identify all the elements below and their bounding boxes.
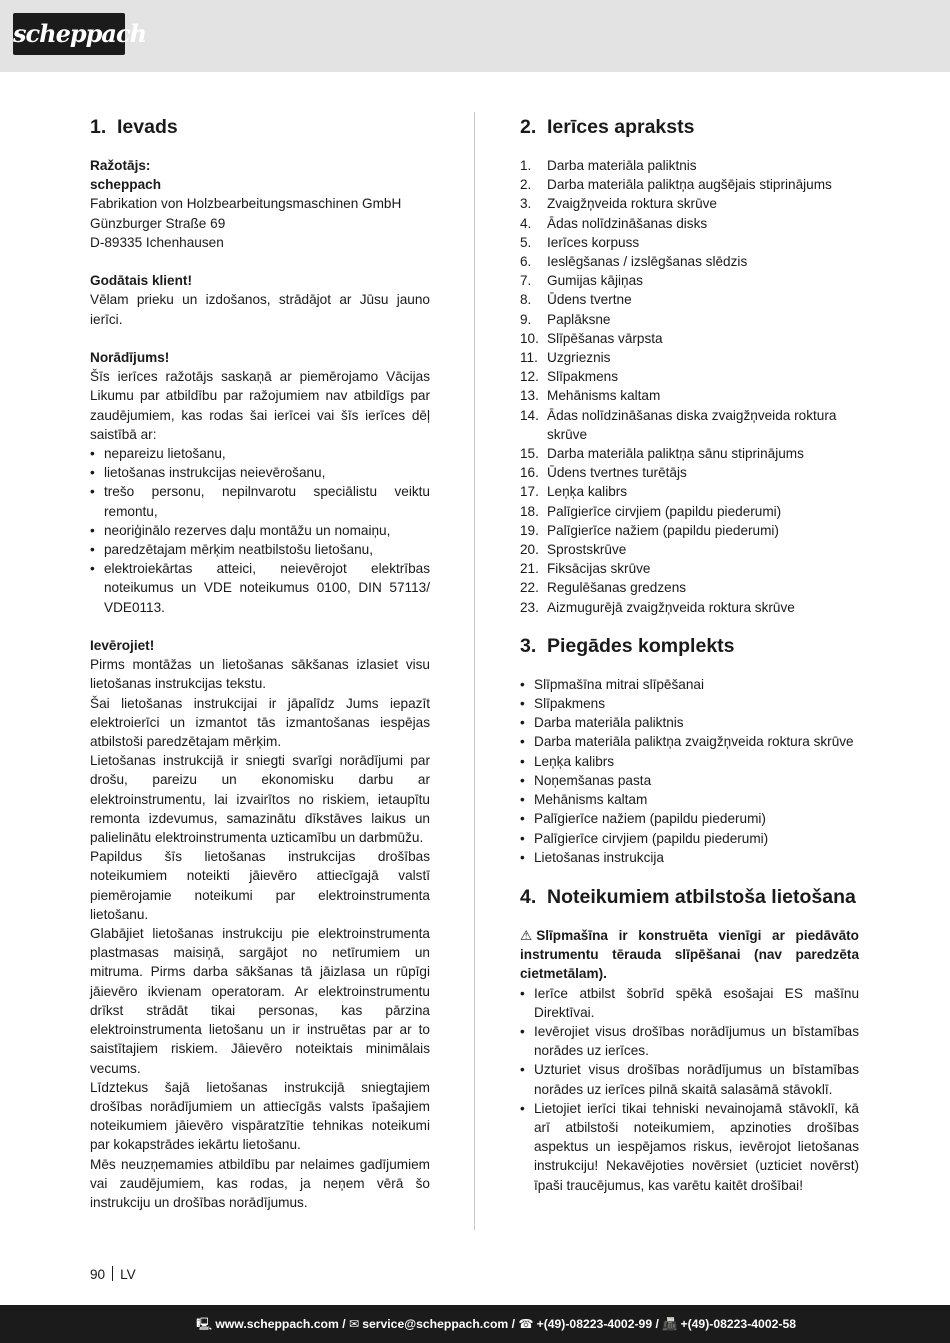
part-name: Ādas nolīdzināšanas disks [547, 215, 708, 231]
usage-list-item: • Lietojiet ierīci tikai tehniski nevainojamā stāvoklī, kā arī atbilstoši noteikumiem, apzinoties drošības aspektus un iespējamos riskus, ievērojot lietošanas instrukciju! Nekavējoties novērsiet (uzticiet novērst) īpaši traucējumus, kas varētu kaitēt drošībai! [520, 1099, 859, 1195]
part-number: 12. [520, 369, 539, 385]
part-number: 9. [520, 311, 532, 327]
warning-paragraph [520, 926, 859, 984]
part-number: 23. [520, 599, 539, 615]
part-name: Sprostskrūve [547, 542, 627, 558]
section-2-heading [520, 114, 859, 140]
note-list-item: • trešo personu, nepilnvarotu speciālistu veiktu remontu, [90, 482, 430, 520]
part-name: Ūdens tvertnes turētājs [547, 465, 687, 481]
usage-list [520, 984, 859, 1195]
part-number: 18. [520, 503, 539, 519]
mail-icon: ✉ [348, 1317, 360, 1331]
part-number: 19. [520, 522, 539, 538]
note-list-item: • nepareizu lietošanu, [90, 444, 430, 463]
part-number: 8. [520, 292, 532, 308]
note-list [90, 444, 430, 617]
part-number: 11. [520, 350, 538, 366]
warning-icon: ⚠ [520, 927, 533, 943]
part-number: 21. [520, 561, 539, 577]
section-4-number: 4. [520, 885, 537, 908]
section-4-title: Noteikumiem atbilstoša lietošana [547, 885, 856, 908]
delivery-list-item: • Slīpmašīna mitrai slīpēšanai [520, 675, 859, 694]
manufacturer-address-line: Fabrikation von Holzbearbeitungsmaschinen GmbH [90, 196, 402, 212]
part-number: 5. [520, 234, 532, 250]
parts-list-item [520, 521, 859, 540]
parts-list-item [520, 367, 859, 386]
section-3-number: 3. [520, 634, 537, 657]
parts-list-item [520, 444, 859, 463]
delivery-list-item: • Darba materiāla paliktņa zvaigžņveida roktura skrūve [520, 732, 859, 751]
usage-list-item: • Ierīce atbilst šobrīd spēkā esošajai ES mašīnu Direktīvai. [520, 984, 859, 1022]
parts-list-item [520, 463, 859, 482]
note-list-item: • lietošanas instrukcijas neievērošanu, [90, 463, 430, 482]
part-number: 20. [520, 542, 539, 558]
part-number: 22. [520, 580, 539, 596]
parts-list-item [520, 156, 859, 175]
fax-icon: 📠 [662, 1317, 678, 1331]
part-name: Fiksācijas skrūve [547, 561, 651, 577]
part-name: Zvaigžņveida roktura skrūve [547, 196, 717, 212]
part-name: Ādas nolīdzināšanas diska zvaigžņveida roktura skrūve [547, 407, 837, 442]
part-number: 7. [520, 273, 532, 289]
section-2-number: 2. [520, 116, 537, 138]
attention-label: Ievērojiet! [90, 638, 155, 654]
parts-list-item [520, 386, 859, 405]
greeting-text: Vēlam prieku un izdošanos, strādājot ar Jūsu jauno ierīci. [90, 292, 430, 327]
note-label: Norādījums! [90, 350, 170, 365]
attention-paragraph: Papildus šīs lietošanas instrukcijas drošības noteikumiem noteikti jāievēro attiecīgajā valstī piemērojamie noteikumi par elektroinstrumenta lietošanu. [90, 849, 430, 922]
column-divider [474, 112, 475, 1230]
email-link[interactable]: service@scheppach.com / [362, 1317, 515, 1331]
fax-number: +(49)-08223-4002-58 [680, 1317, 796, 1331]
parts-list-item [520, 348, 859, 367]
greeting-label: Godātais klient! [90, 273, 192, 289]
page-language: LV [120, 1267, 136, 1282]
delivery-list-item: • Slīpakmens [520, 694, 859, 713]
part-name: Gumijas kājiņas [547, 273, 643, 289]
part-number: 16. [520, 465, 539, 481]
attention-paragraph: Lietošanas instrukcijā ir sniegti svarīgi norādījumi par drošu, pareizu un ekonomisku darbu ar elektroinstrumentu, lai izvairītos no riskiem, ietaupītu remonta izdevumus, samazinātu dīkstāves laikus un palielinātu elektroinstrumenta uzticamību un darbmūžu. [90, 753, 430, 846]
delivery-list-item: • Noņemšanas pasta [520, 771, 859, 790]
delivery-list-item: • Palīgierīce cirvjiem (papildu piederumi) [520, 829, 859, 848]
phone-number: +(49)-08223-4002-99 / [536, 1317, 659, 1331]
left-column [90, 114, 430, 1212]
warning-text: Slīpmašīna ir konstruēta vienīgi ar piedāvāto instrumentu tērauda slīpēšanai (nav paredzēta cietmetālam). [520, 927, 859, 982]
parts-list-item [520, 559, 859, 578]
manufacturer-label: Ražotājs: [90, 158, 151, 173]
attention-paragraph: Šai lietošanas instrukcijai ir jāpalīdz Jums iepazīt elektroierīci un izmantot tās izmantošanas iespējas atbilstoši paredzētajam mērķim. [90, 695, 430, 750]
part-name: Uzgrieznis [547, 350, 611, 366]
parts-list-item [520, 578, 859, 597]
attention-paragraph: Glabājiet lietošanas instrukciju pie elektroinstrumenta plastmasas maisiņā, sargājot no netīrumiem un mitruma. Pirms darba sākšanas tā jāizlasa un rūpīgi jāievēro ikvienam operatoram. Ar elektroinstrumentu drīkst strādāt tikai personas, kas pārzina elektroinstrumenta lietošanu un ir instruētas par ar to saistītajiem riskiem. Jāievēro noteiktais minimālais vecums. [90, 926, 430, 1076]
part-name: Mehānisms kaltam [547, 388, 661, 404]
part-number: 1. [520, 158, 532, 173]
parts-list-item [520, 502, 859, 521]
part-name: Palīgierīce cirvjiem (papildu piederumi) [547, 503, 782, 519]
attention-paragraph: Mēs neuzņemamies atbildību par nelaimes gadījumiem vai zaudējumiem, kas rodas, ja neņem vērā šo instrukciju un drošības norādījumus. [90, 1156, 430, 1210]
part-name: Ieslēgšanas / izslēgšanas slēdzis [547, 254, 748, 270]
right-column [520, 114, 859, 1195]
usage-list-item: • Uzturiet visus drošības norādījumus un bīstamības norādes uz ierīces pilnā skaitā salasāmā stāvoklī. [520, 1060, 859, 1098]
part-number: 2. [520, 177, 532, 193]
manufacturer-name: scheppach [90, 177, 162, 193]
note-list-item: • neoriģinālo rezerves daļu montāžu un nomaiņu, [90, 521, 430, 540]
part-number: 3. [520, 196, 532, 212]
part-number: 15. [520, 446, 539, 462]
contact-line [196, 1305, 796, 1343]
part-number: 4. [520, 215, 532, 231]
part-name: Ūdens tvertne [547, 292, 632, 308]
note-list-item: • paredzētajam mērķim neatbilstošu lietošanu, [90, 540, 430, 559]
section-2-title: Ierīces apraksts [547, 116, 695, 138]
part-number: 14. [520, 407, 539, 423]
parts-list-item [520, 482, 859, 501]
parts-list-item [520, 252, 859, 271]
part-name: Darba materiāla paliktnis [547, 158, 697, 173]
parts-list [520, 156, 859, 617]
delivery-list-item: • Lietošanas instrukcija [520, 848, 859, 867]
page-number: 90 [90, 1267, 106, 1282]
attention-paragraph: Pirms montāžas un lietošanas sākšanas izlasiet visu lietošanas instrukcijas tekstu. [90, 657, 430, 692]
part-name: Ierīces korpuss [547, 234, 640, 250]
part-name: Darba materiāla paliktņa augšējais stiprinājums [547, 177, 832, 193]
phone-icon: ☎ [518, 1317, 534, 1331]
note-list-item: • elektroiekārtas atteici, neievērojot elektrības noteikumus un VDE noteikumus 0100, DIN 57113/ VDE0113. [90, 559, 430, 617]
part-number: 10. [520, 330, 539, 346]
parts-list-item [520, 271, 859, 290]
part-name: Regulēšanas gredzens [547, 580, 687, 596]
usage-list-item: • Ievērojiet visus drošības norādījumus un bīstamības norādes uz ierīces. [520, 1022, 859, 1060]
part-name: Leņķa kalibrs [547, 484, 628, 500]
computer-icon: 🖳 [196, 1317, 213, 1331]
section-4-heading [520, 884, 859, 910]
part-name: Aizmugurējā zvaigžņveida roktura skrūve [547, 599, 795, 615]
section-3-title: Piegādes komplekts [547, 634, 735, 657]
parts-list-item [520, 175, 859, 194]
attention-paragraph: Līdztekus šajā lietošanas instrukcijā sniegtajiem drošības norādījumiem un attiecīgās valsts īpašajiem noteikumiem jāievēro vispāratzītie tehnikas noteikumi par kokapstrādes iekārtu lietošanu. [90, 1079, 430, 1153]
section-1-heading [90, 114, 430, 140]
manufacturer-address-line: Günzburger Straße 69 [90, 215, 226, 231]
parts-list-item [520, 329, 859, 348]
contact-footer-bar [0, 1305, 950, 1343]
parts-list-item [520, 194, 859, 213]
website-link[interactable]: www.scheppach.com / [215, 1317, 346, 1331]
section-1-title: Ievads [117, 116, 178, 138]
delivery-list-item: • Leņķa kalibrs [520, 752, 859, 771]
parts-list-item [520, 540, 859, 559]
scheppach-logo: scheppach [13, 13, 125, 55]
section-1-number: 1. [90, 116, 107, 138]
parts-list-item [520, 233, 859, 252]
delivery-list-item: • Palīgierīce nažiem (papildu piederumi) [520, 809, 859, 828]
delivery-list [520, 675, 859, 867]
parts-list-item [520, 406, 859, 444]
page-separator [112, 1266, 113, 1281]
parts-list-item [520, 310, 859, 329]
header-band [0, 0, 950, 72]
parts-list-item [520, 290, 859, 309]
page-footer-label [90, 1265, 136, 1284]
part-name: Slīpakmens [547, 369, 619, 385]
parts-list-item [520, 214, 859, 233]
part-name: Slīpēšanas vārpsta [547, 330, 663, 346]
note-text: Šīs ierīces ražotājs saskaņā ar piemērojamo Vācijas Likumu par atbildību par ražojumiem nav atbildīgs par zaudējumiem, kas rodas šai ierīcei vai šīs ierīces dēļ saistībā ar: [90, 369, 430, 442]
part-name: Paplāksne [547, 311, 611, 327]
part-number: 6. [520, 254, 532, 270]
section-3-heading [520, 633, 859, 659]
part-name: Palīgierīce nažiem (papildu piederumi) [547, 522, 779, 538]
delivery-list-item: • Mehānisms kaltam [520, 790, 859, 809]
manufacturer-address-line: D-89335 Ichenhausen [90, 234, 224, 250]
parts-list-item [520, 598, 859, 617]
part-number: 17. [520, 484, 539, 500]
part-number: 13. [520, 388, 539, 404]
part-name: Darba materiāla paliktņa sānu stiprinājums [547, 446, 804, 462]
delivery-list-item: • Darba materiāla paliktnis [520, 713, 859, 732]
